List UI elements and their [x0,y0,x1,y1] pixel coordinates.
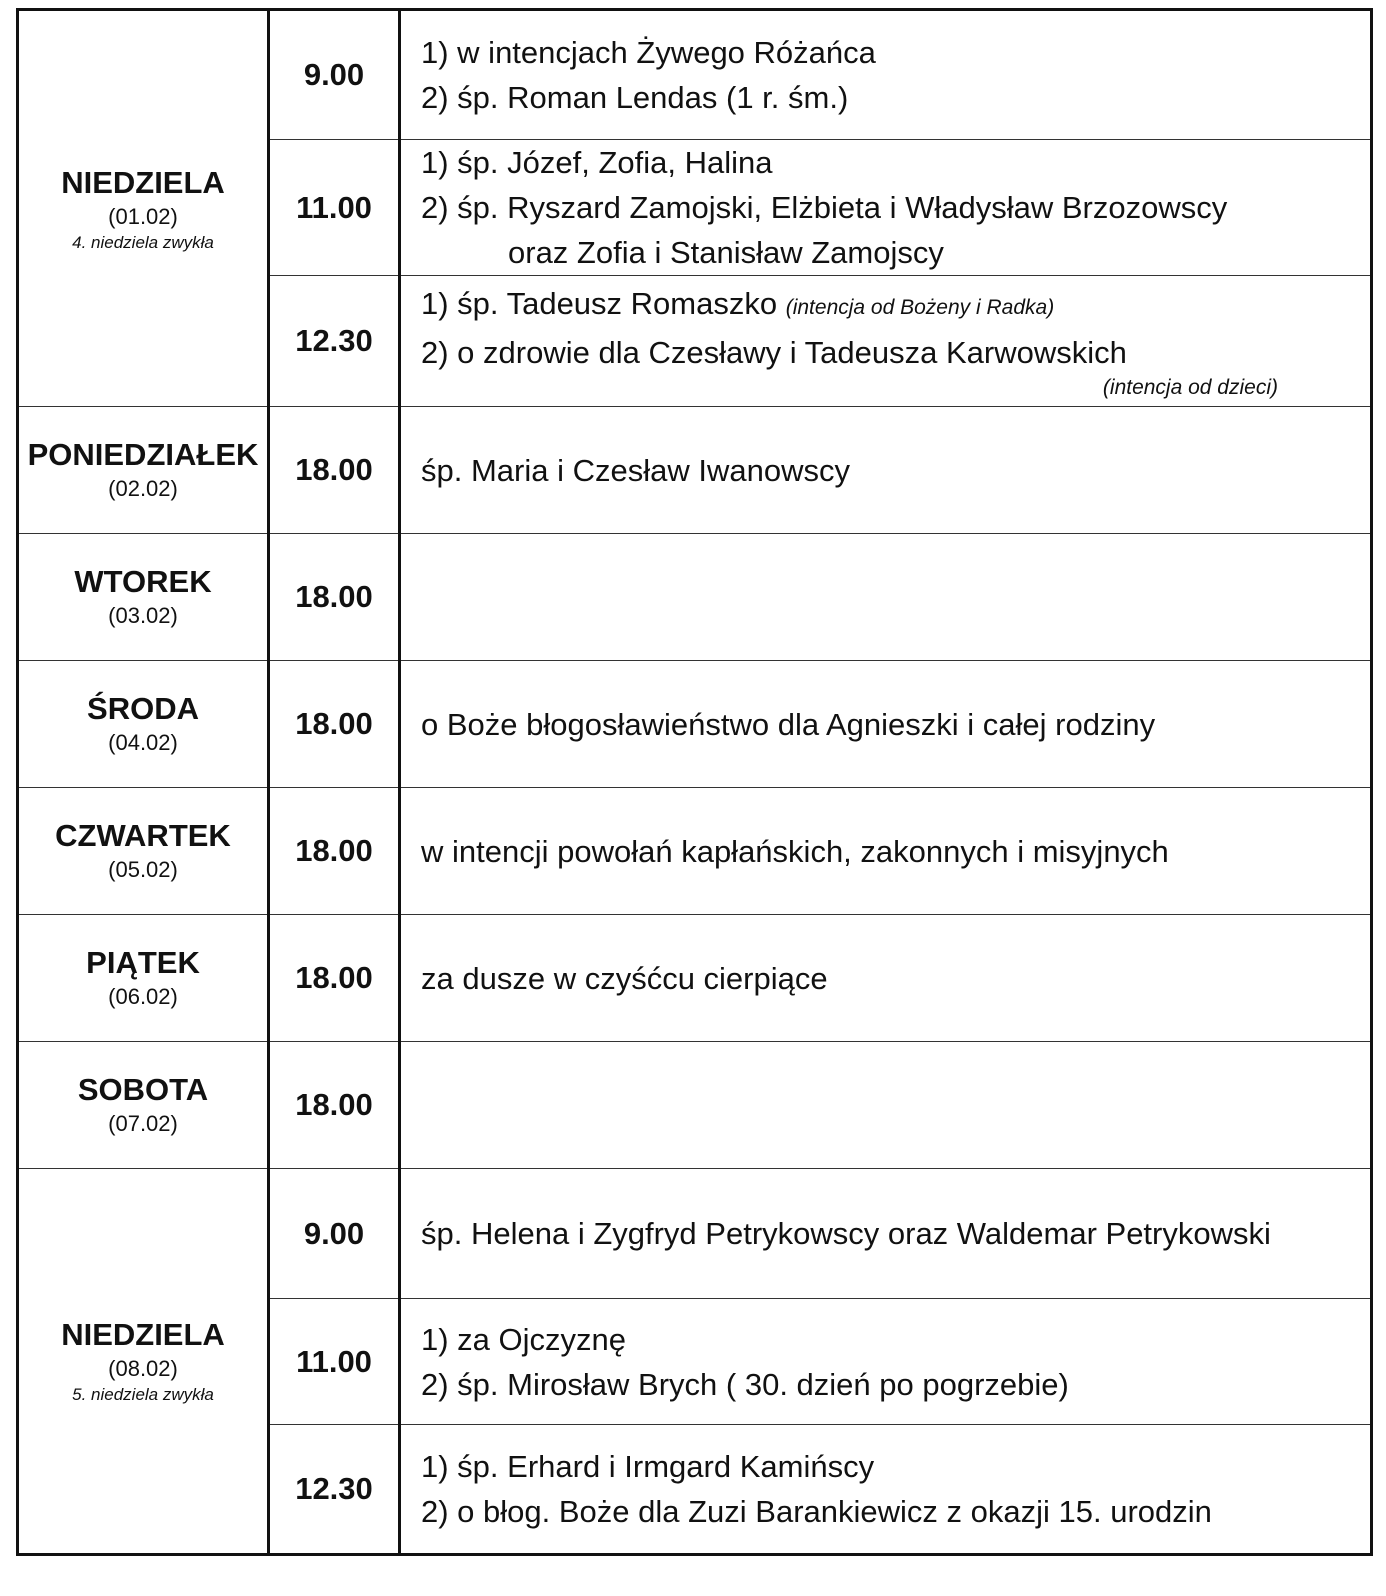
mass-time: 11.00 [269,140,400,276]
intention-cell [400,788,1372,915]
intention-note: (intencja od dzieci) [1102,376,1278,399]
table-row [18,788,1372,915]
intention-cell [400,140,1372,276]
day-name: NIEDZIELA [61,1317,225,1352]
day-cell [18,534,269,661]
mass-time: 9.00 [269,10,400,140]
mass-time: 18.00 [269,915,400,1042]
intention-note: (intencja od Bożeny i Radka) [785,296,1055,319]
mass-time: 9.00 [269,1169,400,1299]
intention-cell [400,1299,1372,1425]
intention-line [421,281,1370,330]
mass-time: 18.00 [269,1042,400,1169]
table-row [18,10,1372,140]
mass-time: 12.30 [269,1425,400,1555]
day-date: (03.02) [108,603,178,628]
mass-time: 18.00 [269,407,400,534]
intention-cell [400,1425,1372,1555]
day-cell [18,1169,269,1555]
intention-line: o Boże błogosławieństwo dla Agnieszki i całej rodziny [421,706,1156,742]
day-note: 4. niedziela zwykła [72,232,214,252]
intention-line: 1) śp. Józef, Zofia, Halina [421,145,773,180]
intention-line: za dusze w czyśćcu cierpiące [421,960,828,996]
day-cell [18,661,269,788]
intention-line: śp. Maria i Czesław Iwanowscy [421,452,850,488]
intention-line: 1) za Ojczyznę [421,1321,627,1357]
intention-text: 1) śp. Tadeusz Romaszko [421,286,778,321]
mass-time: 18.00 [269,788,400,915]
mass-time: 12.30 [269,276,400,407]
intention-cell [400,534,1372,661]
table-row [18,1169,1372,1299]
day-cell [18,1042,269,1169]
day-name: ŚRODA [87,691,199,726]
intention-cell [400,407,1372,534]
day-note: 5. niedziela zwykła [72,1385,214,1404]
day-name: PIĄTEK [86,945,200,980]
mass-time: 11.00 [269,1299,400,1425]
day-cell [18,407,269,534]
day-name: CZWARTEK [55,818,231,853]
day-cell [18,788,269,915]
day-date: (02.02) [108,476,178,501]
mass-time: 18.00 [269,661,400,788]
intention-cell [400,10,1372,140]
table-row [18,661,1372,788]
table-row [18,1042,1372,1169]
mass-schedule-table [16,8,1373,1556]
intention-cell [400,915,1372,1042]
table-row [18,407,1372,534]
intention-cell [400,1169,1372,1299]
intention-cell [400,1042,1372,1169]
day-date: (01.02) [108,203,178,229]
intention-line: 2) o błog. Boże dla Zuzi Barankiewicz z okazji 15. urodzin [421,1494,1212,1529]
day-date: (05.02) [108,857,178,882]
table-row [18,915,1372,1042]
intention-line: 1) śp. Erhard i Irmgard Kamińscy [421,1449,875,1484]
day-name: SOBOTA [77,1072,209,1107]
intention-line: w intencji powołań kapłańskich, zakonnych i misyjnych [421,833,1169,869]
day-date: (07.02) [108,1111,178,1136]
intention-line: 1) w intencjach Żywego Różańca [421,35,876,70]
table-row [18,534,1372,661]
day-name: PONIEDZIAŁEK [27,437,259,472]
day-cell [18,915,269,1042]
day-name: WTOREK [74,564,212,599]
day-name: NIEDZIELA [61,164,225,200]
day-date: (08.02) [108,1356,178,1381]
mass-time: 18.00 [269,534,400,661]
day-date: (04.02) [108,730,178,755]
intention-cell [400,276,1372,407]
intention-cell [400,661,1372,788]
day-date: (06.02) [108,984,178,1009]
intention-line: 2) o zdrowie dla Czesławy i Tadeusza Karwowskich [421,335,1127,370]
intention-line: 2) śp. Mirosław Brych ( 30. dzień po pogrzebie) [421,1366,1069,1402]
intention-line: 2) śp. Roman Lendas (1 r. śm.) [421,80,849,115]
intention-line: 2) śp. Ryszard Zamojski, Elżbieta i Władysław Brzozowscy [421,190,1228,225]
day-cell [18,10,269,407]
intention-line: śp. Helena i Zygfryd Petrykowscy oraz Waldemar Petrykowski [421,1216,1271,1251]
intention-line: oraz Zofia i Stanisław Zamojscy [508,235,944,270]
